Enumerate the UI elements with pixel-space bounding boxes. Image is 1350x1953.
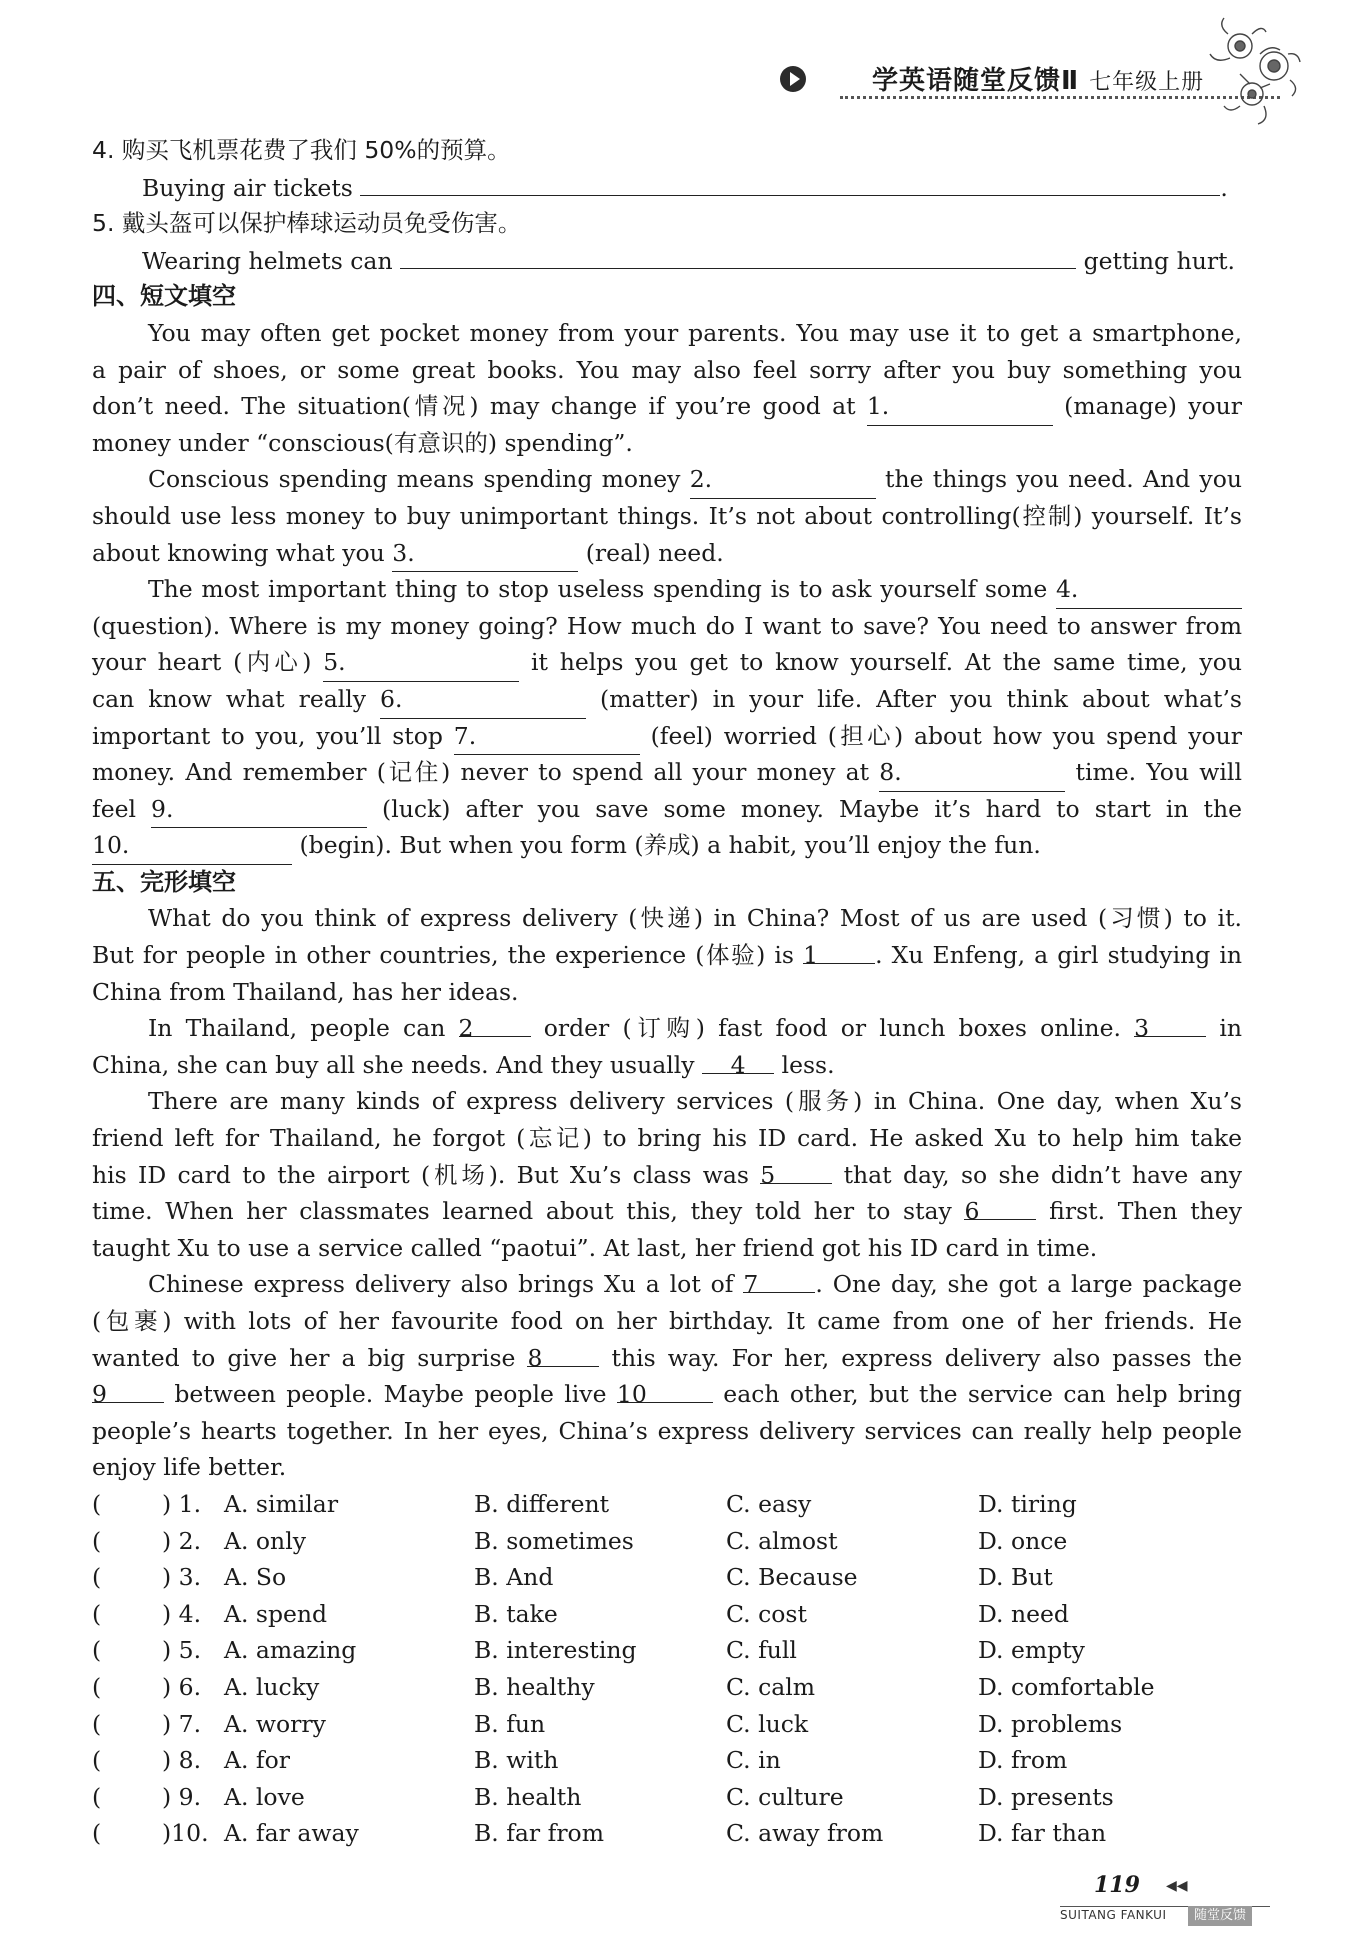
paragraph-line: China from Thailand, has her ideas. [92, 977, 519, 1006]
answer-blank[interactable]: 7. [454, 718, 640, 756]
option-a[interactable]: A. love [224, 1782, 305, 1811]
paragraph-line: taught Xu to use a service called “paotui”. At last, her friend got his ID card in time. [92, 1233, 1098, 1262]
section-title: 四、短文填空 [92, 282, 236, 311]
paragraph-line: about knowing what you 3. (real) need. [92, 535, 1242, 572]
paragraph-line: The most important thing to stop useless spending is to ask yourself some 4. [92, 571, 1242, 608]
option-b[interactable]: B. fun [474, 1709, 546, 1738]
brand-text: SUITANG FANKUI [1060, 1908, 1167, 1922]
option-c[interactable]: C. culture [726, 1782, 844, 1811]
option-b[interactable]: B. And [474, 1563, 554, 1592]
option-b[interactable]: B. sometimes [474, 1526, 634, 1555]
option-a[interactable]: A. only [224, 1526, 306, 1555]
paragraph-line: can know what really 6. (matter) in your life. After you think about what’s [92, 681, 1242, 718]
option-d[interactable]: D. tiring [978, 1489, 1077, 1518]
option-d[interactable]: D. far than [978, 1819, 1107, 1848]
paragraph-line: a pair of shoes, or some great books. You may also feel sorry after you buy something you [92, 355, 1242, 384]
option-b[interactable]: B. far from [474, 1819, 604, 1848]
question-number: ) 3. [162, 1563, 202, 1592]
paragraph-line: (包裹) with lots of her favourite food on her birthday. It came from one of her friends. He [92, 1307, 1242, 1335]
translation-q5-cn: 5. 戴头盔可以保护棒球运动员免受伤害。 [92, 209, 522, 238]
grade-label: 七年级上册 [1089, 70, 1205, 95]
paragraph-line: In Thailand, people can 2 order (订购) fast food or lunch boxes online. 3 in [92, 1010, 1242, 1047]
paragraph-line: enjoy life better. [92, 1453, 287, 1482]
answer-blank[interactable]: 6. [380, 681, 586, 719]
option-c[interactable]: C. in [726, 1746, 781, 1775]
double-arrow-left-icon: ◀◀ [1166, 1878, 1188, 1894]
paragraph-line: What do you think of express delivery (快递) in China? Most of us are used (习惯) to it. [148, 904, 1242, 933]
paragraph-line: money under “conscious(有意识的) spending”. [92, 428, 633, 457]
option-b[interactable]: B. health [474, 1782, 582, 1811]
option-d[interactable]: D. from [978, 1746, 1068, 1775]
cloze-blank[interactable]: 10 [617, 1376, 713, 1403]
option-a[interactable]: A. spend [224, 1599, 328, 1628]
option-c[interactable]: C. luck [726, 1709, 809, 1738]
option-a[interactable]: A. far away [224, 1819, 359, 1848]
option-b[interactable]: B. healthy [474, 1672, 595, 1701]
cloze-blank[interactable]: 2 [459, 1010, 531, 1037]
option-row: ( ) 7. A. worry B. fun C. luck D. problems [92, 1706, 1242, 1743]
option-row: ( ) 8. A. for B. with C. in D. from [92, 1742, 1242, 1779]
answer-blank[interactable]: 9. [151, 791, 367, 829]
option-row: ( )10. A. far away B. far from C. away from D. far than [92, 1815, 1242, 1852]
answer-blank[interactable]: 2. [690, 461, 876, 499]
question-number: ) 1. [162, 1489, 202, 1518]
option-c[interactable]: C. Because [726, 1563, 858, 1592]
option-row: ( ) 2. A. only B. sometimes C. almost D. once [92, 1523, 1242, 1560]
answer-blank[interactable]: 3. [392, 535, 578, 573]
question-number: ) 6. [162, 1672, 202, 1701]
option-b[interactable]: B. different [474, 1489, 610, 1518]
question-number: ) 4. [162, 1599, 202, 1628]
option-c[interactable]: C. almost [726, 1526, 838, 1555]
option-d[interactable]: D. But [978, 1563, 1053, 1592]
answer-blank[interactable] [400, 242, 1076, 269]
paragraph-line: should use less money to buy unimportant things. It’s not about controlling(控制) yourself. It’s [92, 501, 1242, 530]
translation-q5-en: Wearing helmets can getting hurt. [92, 242, 1242, 279]
paragraph-line: But for people in other countries, the experience (体验) is 1 . Xu Enfeng, a girl studying in [92, 937, 1242, 974]
option-a[interactable]: A. amazing [224, 1636, 357, 1665]
cloze-blank[interactable]: 9 [92, 1376, 164, 1403]
question-number: ) 9. [162, 1782, 202, 1811]
translation-q4-en: Buying air tickets . [92, 169, 1242, 206]
option-b[interactable]: B. interesting [474, 1636, 637, 1665]
answer-blank[interactable] [360, 169, 1220, 196]
option-d[interactable]: D. presents [978, 1782, 1114, 1811]
paragraph-line: time. When her classmates learned about this, they told her to stay 6 first. Then they [92, 1193, 1242, 1230]
option-d[interactable]: D. problems [978, 1709, 1123, 1738]
option-c[interactable]: C. cost [726, 1599, 807, 1628]
paragraph-line: 9 between people. Maybe people live 10 each other, but the service can help bring [92, 1376, 1242, 1413]
paragraph-line: people’s hearts together. In her eyes, China’s express delivery services can really help people [92, 1416, 1242, 1445]
option-row: ( ) 1. A. similar B. different C. easy D. tiring [92, 1486, 1242, 1523]
option-row: ( ) 9. A. love B. health C. culture D. presents [92, 1779, 1242, 1816]
options-list [92, 1486, 1242, 1852]
paragraph-line: Chinese express delivery also brings Xu a lot of 7 . One day, she got a large package [92, 1266, 1242, 1303]
question-number: ) 7. [162, 1709, 202, 1738]
option-a[interactable]: A. lucky [224, 1672, 320, 1701]
page-content [92, 132, 1242, 1852]
section-title: 五、完形填空 [92, 867, 236, 896]
option-c[interactable]: C. full [726, 1636, 797, 1665]
translation-q4-cn: 4. 购买飞机票花费了我们 50%的预算。 [92, 136, 511, 164]
cloze-blank[interactable]: 3 [1134, 1010, 1206, 1037]
option-d[interactable]: D. need [978, 1599, 1069, 1628]
option-c[interactable]: C. away from [726, 1819, 884, 1848]
answer-blank[interactable]: 8. [879, 754, 1065, 792]
option-row: ( ) 3. A. So B. And C. Because D. But [92, 1559, 1242, 1596]
cloze-blank[interactable]: 1 [803, 937, 875, 964]
paragraph-line: wanted to give her a big surprise 8 this way. For her, express delivery also passes the [92, 1340, 1242, 1377]
paragraph-line: friend left for Thailand, he forgot (忘记) to bring his ID card. He asked Xu to help him take [92, 1124, 1242, 1153]
answer-blank[interactable]: 5. [323, 644, 519, 682]
paragraph-line: money. And remember (记住) never to spend all your money at 8. time. You will [92, 754, 1242, 791]
option-b[interactable]: B. with [474, 1746, 559, 1775]
page-number: 119 [1094, 1872, 1140, 1898]
paragraph-line: important to you, you’ll stop 7. (feel) worried (担心) about how you spend your [92, 718, 1242, 755]
answer-blank[interactable]: 10. [92, 827, 292, 865]
question-number: )10. [162, 1819, 209, 1848]
option-row: ( ) 4. A. spend B. take C. cost D. need [92, 1596, 1242, 1633]
paragraph-line: don’t need. The situation(情况) may change if you’re good at 1. (manage) your [92, 388, 1242, 425]
page-footer [1060, 1872, 1280, 1932]
paragraph-line: feel 9. (luck) after you save some money. Maybe it’s hard to start in the [92, 791, 1242, 828]
option-row: ( ) 5. A. amazing B. interesting C. full D. empty [92, 1632, 1242, 1669]
question-number: ) 8. [162, 1746, 202, 1775]
option-a[interactable]: A. similar [224, 1489, 339, 1518]
option-d[interactable]: D. comfortable [978, 1672, 1155, 1701]
option-a[interactable]: A. worry [224, 1709, 326, 1738]
cloze-blank[interactable]: 7 [743, 1266, 815, 1293]
answer-blank[interactable]: 1. [867, 388, 1053, 426]
option-a[interactable]: A. So [224, 1563, 287, 1592]
option-b[interactable]: B. take [474, 1599, 558, 1628]
cloze-blank[interactable]: 4 [702, 1047, 774, 1074]
question-number: ) 5. [162, 1636, 202, 1665]
paragraph-line: Conscious spending means spending money 2. the things you need. And you [92, 461, 1242, 498]
paragraph-line: 10. (begin). But when you form (养成) a habit, you’ll enjoy the fun. [92, 827, 1242, 864]
page-header [780, 52, 1300, 112]
paragraph-line: (question). Where is my money going? How much do I want to save? You need to answer from [92, 611, 1242, 640]
option-d[interactable]: D. once [978, 1526, 1068, 1555]
option-a[interactable]: A. for [224, 1746, 290, 1775]
brand-badge: 随堂反馈 [1188, 1906, 1252, 1926]
answer-blank[interactable]: 4. [1056, 571, 1242, 609]
option-row: ( ) 6. A. lucky B. healthy C. calm D. comfortable [92, 1669, 1242, 1706]
play-icon [780, 66, 806, 92]
paragraph-line: You may often get pocket money from your parents. You may use it to get a smartphone, [148, 318, 1242, 347]
cloze-blank[interactable]: 8 [527, 1340, 599, 1367]
question-number: ) 2. [162, 1526, 202, 1555]
paragraph-line: your heart (内心) 5. it helps you get to know yourself. At the same time, you [92, 644, 1242, 681]
option-c[interactable]: C. easy [726, 1489, 812, 1518]
paragraph-line: his ID card to the airport (机场). But Xu’s class was 5 that day, so she didn’t have any [92, 1157, 1242, 1194]
cloze-blank[interactable]: 5 [760, 1157, 832, 1184]
flower-decoration-icon [1200, 14, 1310, 134]
cloze-blank[interactable]: 6 [964, 1193, 1036, 1220]
paragraph-line: China, she can buy all she needs. And they usually 4 less. [92, 1047, 1242, 1084]
book-title: 学英语随堂反馈Ⅱ 七年级上册 [872, 66, 1205, 96]
paragraph-line: There are many kinds of express delivery services (服务) in China. One day, when Xu’s [148, 1087, 1242, 1116]
option-d[interactable]: D. empty [978, 1636, 1085, 1665]
option-c[interactable]: C. calm [726, 1672, 816, 1701]
